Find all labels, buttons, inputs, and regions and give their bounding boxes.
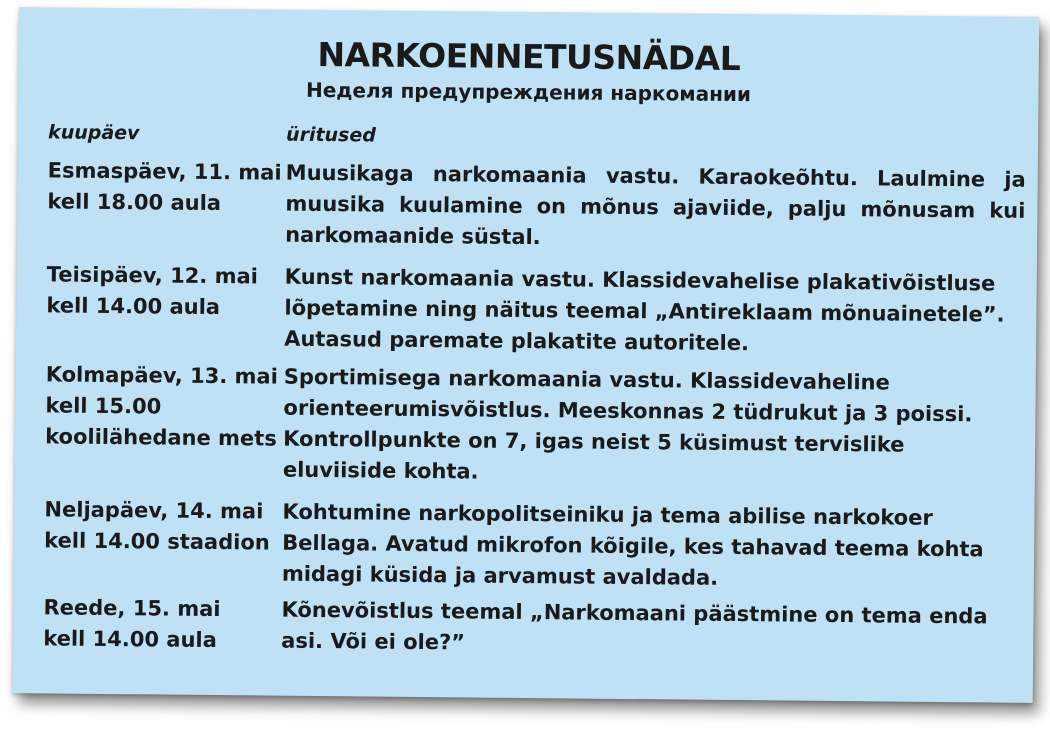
- page-title: NARKOENNETUSNÄDAL: [317, 34, 741, 79]
- schedule-row: [16, 359, 1036, 484]
- row-date: [44, 494, 277, 558]
- row-date: [46, 259, 279, 323]
- event-description: Kõnevõistlus teemal „Narkomaani päästmine on tema enda asi. Või ei ole?”: [281, 597, 988, 655]
- schedule-row: [15, 494, 1035, 590]
- row-date: [43, 592, 276, 656]
- event-description: Sportimisega narkomaania vastu. Klassidevaheline orienteerumisvõistlus. Meeskonnas 2 tüdrukut ja 3 poissi. Kontrollpunkte on 7, igas neist 5 küsimust tervislike eluviiside kohta.: [282, 364, 973, 484]
- date-line: Reede, 15. mai: [43, 595, 221, 622]
- row-date: [47, 155, 280, 219]
- row-date: [45, 359, 278, 454]
- event-description: Kunst narkomaania vastu. Klassidevahelise plakativõistluse lõpetamine ning näitus teemal „Antireklaam mõnuainetele”. Autasud paremate plakatite autoritele.: [284, 264, 1005, 356]
- notice-card: [13, 7, 1040, 703]
- event-description: Muusikaga narkomaania vastu. Karaokeõhtu. Laulmine ja muusika kuulamine on mõnus ajaviide, palju mõnusam kui narkomaanide süstal.: [285, 160, 1026, 250]
- column-header-date: kuupäev: [48, 121, 140, 145]
- time-place-line: kell 14.00 aula: [46, 293, 221, 320]
- date-line: Esmaspäev, 11. mai: [47, 158, 282, 185]
- page-subtitle: Неделя предупреждения наркомании: [305, 77, 752, 107]
- time-place-line: kell 14.00 aula: [43, 626, 217, 653]
- date-line: Neljapäev, 14. mai: [44, 497, 264, 524]
- place-line: koolilähedane mets: [45, 424, 277, 451]
- time-place-line: kell 18.00 aula: [47, 189, 222, 216]
- date-line: Kolmapäev, 13. mai: [45, 362, 278, 389]
- column-header-events: üritused: [285, 123, 377, 147]
- schedule-row: [17, 259, 1037, 356]
- schedule-row: [18, 155, 1038, 250]
- date-line: Teisipäev, 12. mai: [46, 262, 259, 289]
- time-place-line: kell 14.00 staadion: [44, 528, 270, 555]
- event-description: Kohtumine narkopolitseiniku ja tema abilise narkokoer Bellaga. Avatud mikrofon kõigile, kes tahavad teema kohta midagi küsida ja arvamust avaldada.: [281, 499, 984, 590]
- time-line: kell 15.00: [45, 393, 162, 419]
